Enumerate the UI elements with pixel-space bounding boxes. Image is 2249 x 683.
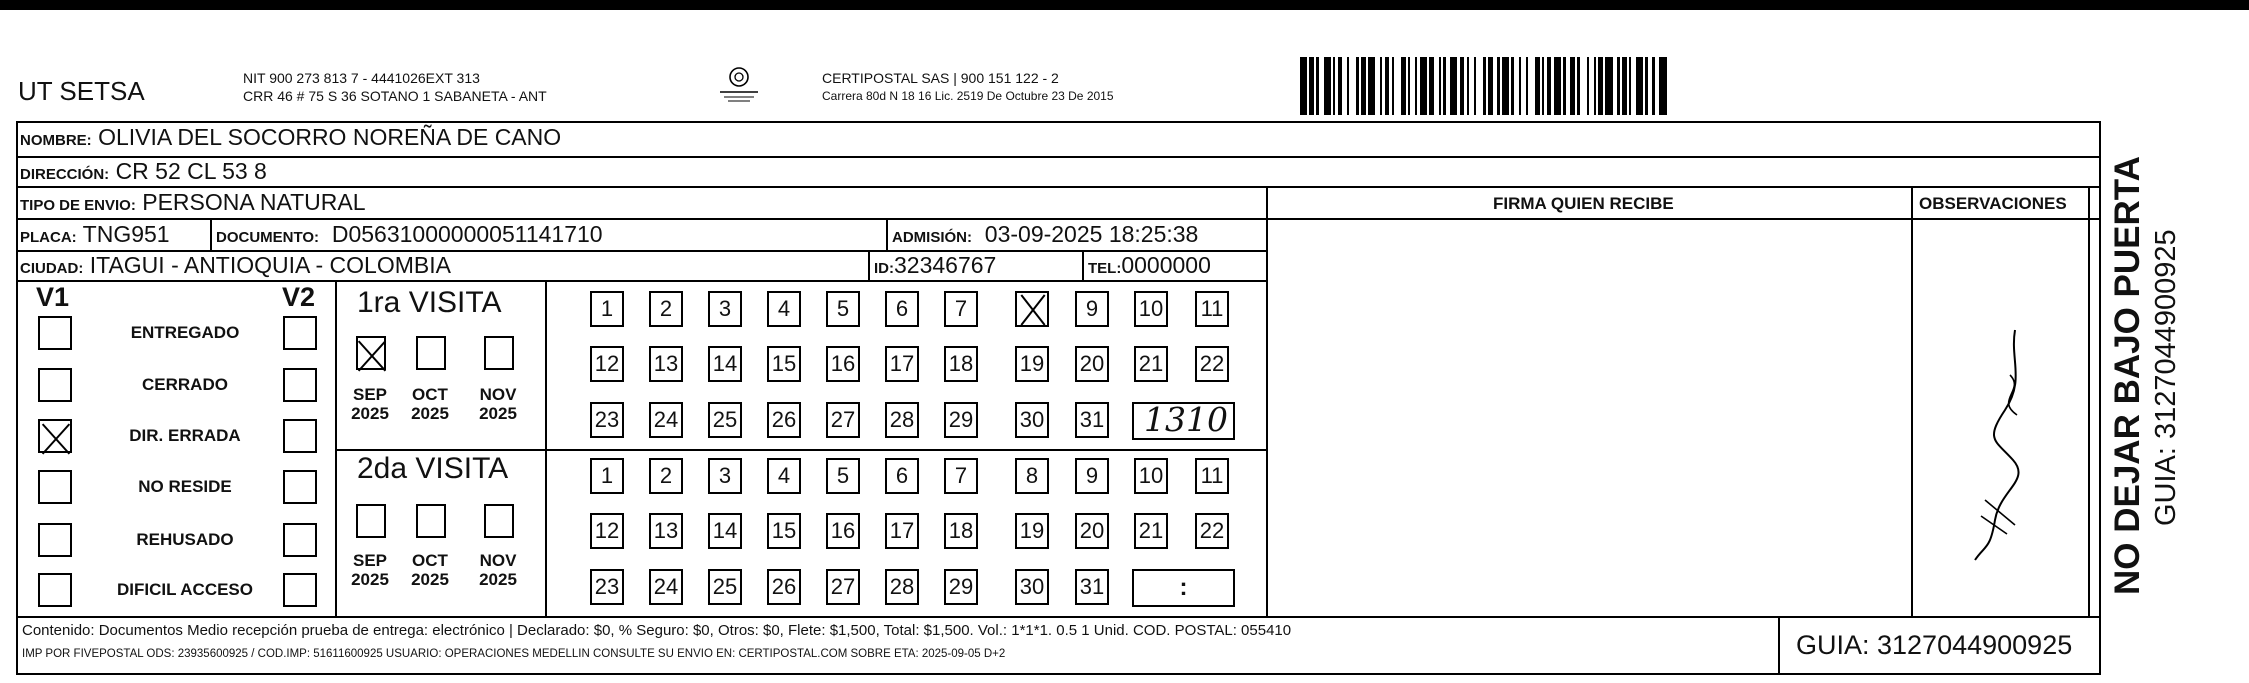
status-label: CERRADO bbox=[142, 375, 228, 394]
nombre-field bbox=[20, 123, 561, 155]
v1-checkbox[interactable] bbox=[38, 523, 72, 557]
tipo-envio-label: TIPO DE ENVIO: bbox=[20, 197, 136, 214]
first-visit-month-checkbox[interactable] bbox=[484, 336, 514, 370]
first-visit-day-21[interactable]: 21 bbox=[1134, 346, 1168, 382]
second-visit-day-7[interactable]: 7 bbox=[944, 458, 978, 494]
v1-checkbox[interactable] bbox=[38, 368, 72, 402]
status-label: DIFICIL ACCESO bbox=[116, 580, 253, 599]
frame-line bbox=[335, 449, 1268, 451]
month-year: 2025 bbox=[479, 570, 517, 589]
first-visit-month-label bbox=[404, 385, 456, 423]
first-visit-day-22[interactable]: 22 bbox=[1195, 346, 1229, 382]
first-visit-day-2[interactable]: 2 bbox=[649, 291, 683, 327]
side-warning: NO DEJAR BAJO PUERTA bbox=[2108, 156, 2147, 595]
signature bbox=[1955, 320, 2055, 570]
first-visit-day-31[interactable]: 31 bbox=[1075, 402, 1109, 438]
placa-value: TNG951 bbox=[82, 221, 170, 247]
tel-value: 0000000 bbox=[1121, 252, 1211, 278]
barcode-bar bbox=[1324, 57, 1331, 115]
month-name: SEP bbox=[352, 385, 388, 404]
id-label: ID: bbox=[874, 260, 894, 277]
id-value: 32346767 bbox=[894, 252, 997, 278]
certipostal-logo-icon bbox=[712, 66, 766, 106]
frame-line bbox=[210, 218, 212, 250]
second-visit-day-21[interactable]: 21 bbox=[1134, 513, 1168, 549]
barcode-bar bbox=[1450, 57, 1457, 115]
second-visit-month-label bbox=[472, 551, 524, 589]
month-name: OCT bbox=[412, 385, 448, 404]
second-visit-day-25[interactable]: 25 bbox=[708, 569, 742, 605]
second-visit-time-box[interactable] bbox=[1132, 569, 1235, 607]
frame-line bbox=[1266, 186, 1268, 617]
barcode-bar bbox=[1528, 57, 1535, 115]
nombre-value: OLIVIA DEL SOCORRO NOREÑA DE CANO bbox=[98, 124, 562, 150]
first-visit-day-19[interactable]: 19 bbox=[1015, 346, 1049, 382]
second-visit-day-1[interactable]: 1 bbox=[590, 458, 624, 494]
second-visit-month-checkbox[interactable] bbox=[356, 504, 386, 538]
documento-field bbox=[216, 220, 603, 252]
second-visit-day-31[interactable]: 31 bbox=[1075, 569, 1109, 605]
tel-label: TEL: bbox=[1088, 260, 1122, 277]
address-line: CRR 46 # 75 S 36 SOTANO 1 SABANETA - ANT bbox=[243, 88, 547, 104]
second-visit-day-28[interactable]: 28 bbox=[885, 569, 919, 605]
second-visit-day-3[interactable]: 3 bbox=[708, 458, 742, 494]
second-visit-time-value: : bbox=[1179, 574, 1188, 601]
frame-line bbox=[868, 250, 870, 280]
first-visit-day-18[interactable]: 18 bbox=[944, 346, 978, 382]
month-year: 2025 bbox=[351, 570, 389, 589]
barcode-bar bbox=[1394, 57, 1401, 115]
barcode-bar bbox=[1300, 57, 1307, 115]
v1-checkbox[interactable] bbox=[38, 316, 72, 350]
first-visit-day-5[interactable]: 5 bbox=[826, 291, 860, 327]
placa-label: PLACA: bbox=[20, 229, 77, 246]
frame-line bbox=[545, 280, 547, 617]
nit-line: NIT 900 273 813 7 - 4441026EXT 313 bbox=[243, 70, 480, 86]
first-visit-day-13[interactable]: 13 bbox=[649, 346, 683, 382]
first-visit-day-20[interactable]: 20 bbox=[1075, 346, 1109, 382]
month-name: NOV bbox=[479, 385, 517, 404]
tel-field bbox=[1088, 251, 1211, 283]
id-field bbox=[874, 251, 996, 283]
frame-line bbox=[16, 121, 18, 675]
first-visit-day-16[interactable]: 16 bbox=[826, 346, 860, 382]
barcode-bar bbox=[1554, 57, 1561, 115]
footer-contents: Contenido: Documentos Medio recepción prueba de entrega: electrónico | Declarado: $0, % Seguro: $0, Otros: $0, Flete: $1,500, Total: $1,500. Vol.: 1*1*1. 0.5 1 Unid. COD. POSTAL: 055410 bbox=[22, 622, 1292, 639]
v1-header: V1 bbox=[36, 282, 70, 312]
status-label: REHUSADO bbox=[136, 530, 234, 549]
second-visit-day-4[interactable]: 4 bbox=[767, 458, 801, 494]
nombre-label: NOMBRE: bbox=[20, 132, 92, 149]
second-visit-day-16[interactable]: 16 bbox=[826, 513, 860, 549]
month-year: 2025 bbox=[411, 570, 449, 589]
second-visit-day-11[interactable]: 11 bbox=[1195, 458, 1229, 494]
second-visit-month-checkbox[interactable] bbox=[484, 504, 514, 538]
v1-checkbox[interactable] bbox=[38, 470, 72, 504]
first-visit-month-checkbox[interactable] bbox=[416, 336, 446, 370]
second-visit-month-label bbox=[344, 551, 396, 589]
direccion-label: DIRECCIÓN: bbox=[20, 166, 110, 183]
month-year: 2025 bbox=[411, 404, 449, 423]
second-visit-day-20[interactable]: 20 bbox=[1075, 513, 1109, 549]
second-visit-day-10[interactable]: 10 bbox=[1134, 458, 1168, 494]
frame-line bbox=[16, 673, 2101, 675]
first-visit-day-7[interactable]: 7 bbox=[944, 291, 978, 327]
v1-checkbox[interactable] bbox=[38, 573, 72, 607]
first-visit-month-label bbox=[344, 385, 396, 423]
second-visit-day-13[interactable]: 13 bbox=[649, 513, 683, 549]
second-visit-day-18[interactable]: 18 bbox=[944, 513, 978, 549]
first-visit-day-10[interactable]: 10 bbox=[1134, 291, 1168, 327]
certipostal-line-2: Carrera 80d N 18 16 Lic. 2519 De Octubre 23 De 2015 bbox=[822, 89, 1114, 103]
second-visit-day-30[interactable]: 30 bbox=[1015, 569, 1049, 605]
v2-checkbox[interactable] bbox=[283, 316, 317, 350]
frame-line bbox=[2099, 121, 2101, 675]
company-name: UT SETSA bbox=[18, 76, 145, 106]
first-visit-day-29[interactable]: 29 bbox=[944, 402, 978, 438]
first-visit-time-box[interactable] bbox=[1132, 402, 1235, 440]
footer-print-info: IMP POR FIVEPOSTAL ODS: 23935600925 / COD.IMP: 51611600925 USUARIO: OPERACIONES MEDELLIN CONSULTE SU ENVIO EN: CERTIPOSTAL.COM SOBRE ETA: 2025-09-05 D+2 bbox=[22, 648, 1006, 660]
frame-line bbox=[1911, 186, 1913, 617]
month-name: SEP bbox=[352, 551, 388, 570]
first-visit-time-value: 1310 bbox=[1144, 400, 1228, 439]
barcode-bar bbox=[1636, 57, 1643, 115]
v2-checkbox[interactable] bbox=[283, 470, 317, 504]
admision-field bbox=[892, 220, 1198, 252]
frame-line bbox=[335, 280, 337, 617]
first-visit-day-8[interactable] bbox=[1015, 291, 1049, 327]
frame-line bbox=[1082, 250, 1084, 280]
second-visit-day-27[interactable]: 27 bbox=[826, 569, 860, 605]
status-label: DIR. ERRADA bbox=[129, 426, 241, 445]
first-visit-day-30[interactable]: 30 bbox=[1015, 402, 1049, 438]
documento-value: D05631000000051141710 bbox=[331, 221, 603, 247]
month-year: 2025 bbox=[351, 404, 389, 423]
month-name: OCT bbox=[412, 551, 448, 570]
barcode-bar bbox=[1659, 57, 1666, 115]
status-label: NO RESIDE bbox=[138, 477, 232, 496]
v2-checkbox[interactable] bbox=[283, 368, 317, 402]
v2-checkbox[interactable] bbox=[283, 419, 317, 453]
ciudad-field bbox=[20, 251, 451, 283]
first-visit-month-checkbox[interactable] bbox=[356, 336, 386, 370]
month-name: NOV bbox=[479, 551, 517, 570]
top-border-bar bbox=[0, 0, 2249, 10]
first-visit-month-label bbox=[472, 385, 524, 423]
barcode-bar bbox=[1420, 57, 1427, 115]
first-visit-day-3[interactable]: 3 bbox=[708, 291, 742, 327]
frame-line bbox=[2088, 186, 2090, 617]
month-year: 2025 bbox=[479, 404, 517, 423]
first-visit-day-27[interactable]: 27 bbox=[826, 402, 860, 438]
direccion-field bbox=[20, 157, 267, 189]
v2-checkbox[interactable] bbox=[283, 573, 317, 607]
second-visit-day-19[interactable]: 19 bbox=[1015, 513, 1049, 549]
second-visit-day-15[interactable]: 15 bbox=[767, 513, 801, 549]
admision-label: ADMISIÓN: bbox=[892, 229, 972, 246]
frame-line bbox=[1778, 616, 1780, 674]
first-visit-day-25[interactable]: 25 bbox=[708, 402, 742, 438]
barcode-bar bbox=[1605, 57, 1612, 115]
direccion-value: CR 52 CL 53 8 bbox=[115, 158, 267, 184]
side-guia: GUIA: 3127044900925 bbox=[2150, 229, 2182, 526]
tipo-envio-field bbox=[20, 188, 366, 220]
barcode-bar bbox=[1368, 57, 1375, 115]
observaciones-header: OBSERVACIONES bbox=[1919, 194, 2067, 213]
first-visit-day-26[interactable]: 26 bbox=[767, 402, 801, 438]
frame-line bbox=[886, 218, 888, 250]
second-visit-day-22[interactable]: 22 bbox=[1195, 513, 1229, 549]
certipostal-line-1: CERTIPOSTAL SAS | 900 151 122 - 2 bbox=[822, 70, 1059, 86]
second-visit-day-12[interactable]: 12 bbox=[590, 513, 624, 549]
second-visit-day-9[interactable]: 9 bbox=[1075, 458, 1109, 494]
first-visit-day-1[interactable]: 1 bbox=[590, 291, 624, 327]
first-visit-day-15[interactable]: 15 bbox=[767, 346, 801, 382]
v1-checkbox[interactable] bbox=[38, 419, 72, 453]
documento-label: DOCUMENTO: bbox=[216, 229, 320, 246]
placa-field bbox=[20, 220, 170, 252]
first-visit-day-17[interactable]: 17 bbox=[885, 346, 919, 382]
v2-header: V2 bbox=[282, 282, 316, 312]
v2-checkbox[interactable] bbox=[283, 523, 317, 557]
frame-line bbox=[16, 156, 2101, 158]
admision-value: 03-09-2025 18:25:38 bbox=[984, 221, 1199, 247]
barcode-bar bbox=[1580, 57, 1587, 115]
barcode-bar bbox=[1502, 57, 1509, 115]
status-label: ENTREGADO bbox=[130, 323, 240, 342]
tipo-envio-value: PERSONA NATURAL bbox=[142, 189, 366, 215]
second-visit-day-8[interactable]: 8 bbox=[1015, 458, 1049, 494]
ciudad-value: ITAGUI - ANTIOQUIA - COLOMBIA bbox=[89, 252, 451, 278]
first-visit-day-4[interactable]: 4 bbox=[767, 291, 801, 327]
first-visit-day-28[interactable]: 28 bbox=[885, 402, 919, 438]
barcode-bar bbox=[1349, 57, 1356, 115]
first-visit-day-24[interactable]: 24 bbox=[649, 402, 683, 438]
second-visit-day-2[interactable]: 2 bbox=[649, 458, 683, 494]
second-visit-day-14[interactable]: 14 bbox=[708, 513, 742, 549]
frame-line bbox=[16, 616, 2101, 618]
barcode-bar bbox=[1476, 57, 1483, 115]
second-visit-title: 2da VISITA bbox=[357, 452, 509, 485]
second-visit-day-26[interactable]: 26 bbox=[767, 569, 801, 605]
second-visit-day-29[interactable]: 29 bbox=[944, 569, 978, 605]
barcode bbox=[1300, 57, 1668, 115]
second-visit-day-24[interactable]: 24 bbox=[649, 569, 683, 605]
first-visit-day-11[interactable]: 11 bbox=[1195, 291, 1229, 327]
ciudad-label: CIUDAD: bbox=[20, 260, 84, 277]
second-visit-day-23[interactable]: 23 bbox=[590, 569, 624, 605]
first-visit-day-23[interactable]: 23 bbox=[590, 402, 624, 438]
footer-guia: GUIA: 3127044900925 bbox=[1796, 630, 2073, 660]
first-visit-day-9[interactable]: 9 bbox=[1075, 291, 1109, 327]
firma-header: FIRMA QUIEN RECIBE bbox=[1493, 194, 1674, 213]
first-visit-day-6[interactable]: 6 bbox=[885, 291, 919, 327]
second-visit-day-6[interactable]: 6 bbox=[885, 458, 919, 494]
second-visit-month-checkbox[interactable] bbox=[416, 504, 446, 538]
second-visit-day-17[interactable]: 17 bbox=[885, 513, 919, 549]
second-visit-month-label bbox=[404, 551, 456, 589]
first-visit-day-12[interactable]: 12 bbox=[590, 346, 624, 382]
first-visit-day-14[interactable]: 14 bbox=[708, 346, 742, 382]
second-visit-day-5[interactable]: 5 bbox=[826, 458, 860, 494]
first-visit-title: 1ra VISITA bbox=[357, 286, 502, 319]
